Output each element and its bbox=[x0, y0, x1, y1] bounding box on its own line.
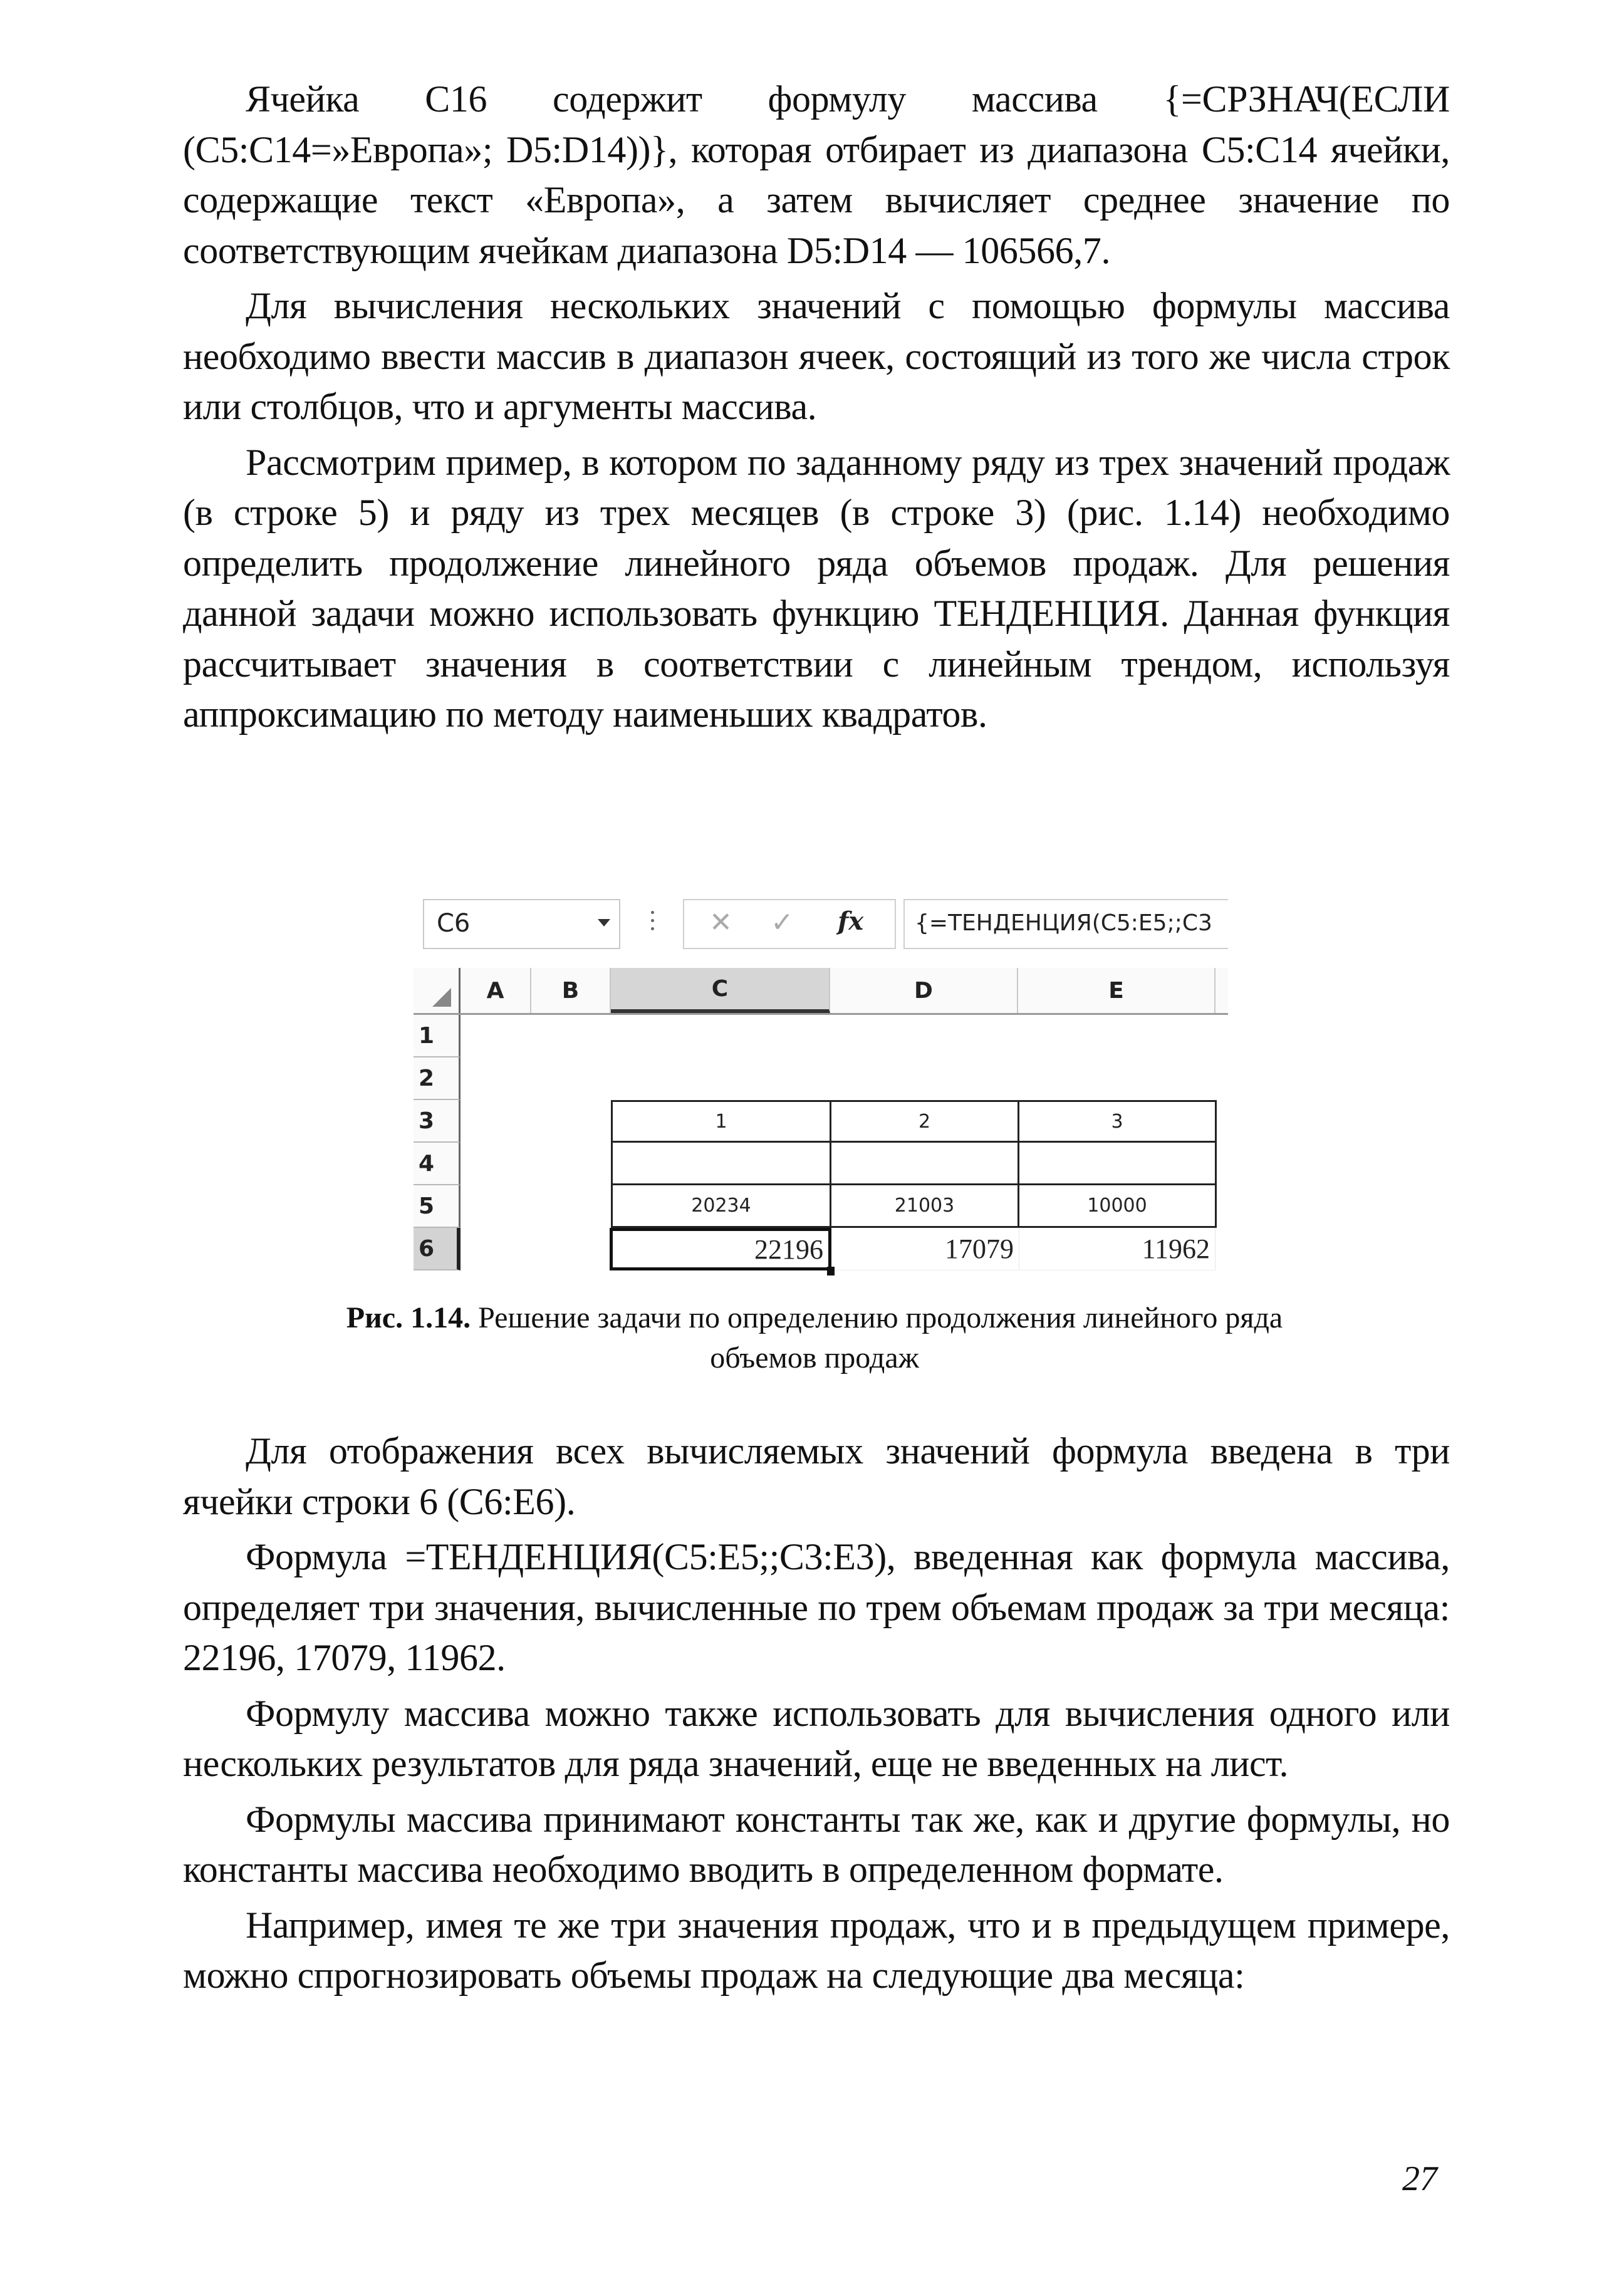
column-header-d[interactable]: D bbox=[830, 968, 1018, 1013]
rows bbox=[414, 1015, 1228, 1272]
paragraph: Формулу массива можно также использовать для вычисления одного или нескольких результатов для ряда значений, еще не введенных на лист. bbox=[183, 1692, 1450, 1784]
column-header-b[interactable]: B bbox=[531, 968, 611, 1013]
cell-d6[interactable]: 17079 bbox=[831, 1228, 1019, 1270]
formula-input[interactable] bbox=[903, 899, 1228, 949]
column-headers bbox=[414, 968, 1228, 1015]
paragraph: Например, имея те же три значения продаж, что и в предыдущем примере, можно спрогнозировать объемы продаж на следующие два месяца: bbox=[183, 1904, 1450, 1996]
fill-handle[interactable] bbox=[827, 1267, 835, 1275]
body-text-top bbox=[183, 74, 1450, 745]
cancel-icon[interactable]: ✕ bbox=[709, 906, 732, 938]
paragraph: Формулы массива принимают константы так же, как и другие формулы, но константы массива необходимо вводить в определенном формате. bbox=[183, 1798, 1450, 1890]
name-box[interactable] bbox=[423, 899, 620, 949]
cell-d4[interactable] bbox=[830, 1143, 1019, 1185]
page-number: 27 bbox=[1402, 2159, 1437, 2198]
row-header-2[interactable]: 2 bbox=[414, 1057, 461, 1100]
column-header-a[interactable]: A bbox=[461, 968, 531, 1013]
row-header-4[interactable]: 4 bbox=[414, 1143, 461, 1185]
spreadsheet-figure bbox=[414, 896, 1228, 1272]
cell-e3[interactable]: 3 bbox=[1018, 1100, 1217, 1143]
paragraph: Для вычисления нескольких значений с помощью формулы массива необходимо ввести массив в диапазон ячеек, состоящий из того же числа строк или столбцов, что и аргументы массива. bbox=[183, 285, 1450, 427]
paragraph: Для отображения всех вычисляемых значений формула введена в три ячейки строки 6 (C6:E6). bbox=[183, 1430, 1450, 1522]
paragraph: Ячейка С16 содержит формулу массива {=СРЗНАЧ(ЕСЛИ (C5:C14=»Европа»; D5:D14))}, которая отбирает из диапазона C5:C14 ячейки, содержащие текст «Европа», а затем вычисляет среднее значение по соответствующим ячейкам диапазона D5:D14 — 106566,7. bbox=[183, 78, 1450, 271]
cell-d5[interactable]: 21003 bbox=[830, 1185, 1019, 1228]
cell-c4[interactable] bbox=[611, 1143, 831, 1185]
cell-c6-selected[interactable]: 22196 bbox=[610, 1228, 831, 1270]
row-header-3[interactable]: 3 bbox=[414, 1100, 461, 1143]
insert-function-icon[interactable]: fx bbox=[838, 906, 864, 936]
cell-c5[interactable]: 20234 bbox=[611, 1185, 831, 1228]
check-icon[interactable]: ✓ bbox=[771, 906, 794, 938]
column-header-c[interactable]: C bbox=[611, 968, 830, 1013]
paragraph: Рассмотрим пример, в котором по заданному ряду из трех значений продаж (в строке 5) и ряду из трех месяцев (в строке 3) (рис. 1.14) необходимо определить продолжение линейного ряда объемов продаж. Для решения данной задачи можно использовать функцию ТЕНДЕНЦИЯ. Данная функция рассчитывает значения в соответствии с линейным трендом, используя аппроксимацию по методу наименьших квадратов. bbox=[183, 441, 1450, 735]
cell-e6[interactable]: 11962 bbox=[1019, 1228, 1215, 1270]
body-text-bottom bbox=[183, 1426, 1450, 2006]
formula-buttons bbox=[683, 899, 896, 949]
select-all-icon bbox=[432, 988, 451, 1007]
select-all-button[interactable] bbox=[414, 968, 461, 1013]
cell-e4[interactable] bbox=[1018, 1143, 1217, 1185]
more-vertical-icon bbox=[650, 911, 655, 936]
formula-bar bbox=[414, 896, 1228, 953]
row-header-1[interactable]: 1 bbox=[414, 1015, 461, 1057]
row-header-5[interactable]: 5 bbox=[414, 1185, 461, 1228]
paragraph: Формула =ТЕНДЕНЦИЯ(C5:E5;;C3:E3), введенная как формула массива, определяет три значения, вычисленные по трем объемам продаж за три месяца: 22196, 17079, 11962. bbox=[183, 1536, 1450, 1678]
column-header-e[interactable]: E bbox=[1018, 968, 1215, 1013]
chevron-down-icon[interactable] bbox=[598, 919, 610, 927]
sheet-grid bbox=[414, 968, 1228, 1272]
caption-text: Решение задачи по определению продолжения линейного ряда объемов продаж bbox=[478, 1301, 1283, 1374]
figure-caption bbox=[313, 1298, 1316, 1378]
cell-e5[interactable]: 10000 bbox=[1018, 1185, 1217, 1228]
name-box-value: C6 bbox=[437, 909, 471, 938]
formula-text: {=ТЕНДЕНЦИЯ(C5:E5;;C3 bbox=[915, 910, 1212, 936]
cell-d3[interactable]: 2 bbox=[830, 1100, 1019, 1143]
figure-number: Рис. 1.14. bbox=[346, 1301, 471, 1334]
row-header-6[interactable]: 6 bbox=[414, 1228, 461, 1270]
cell-c3[interactable]: 1 bbox=[611, 1100, 831, 1143]
